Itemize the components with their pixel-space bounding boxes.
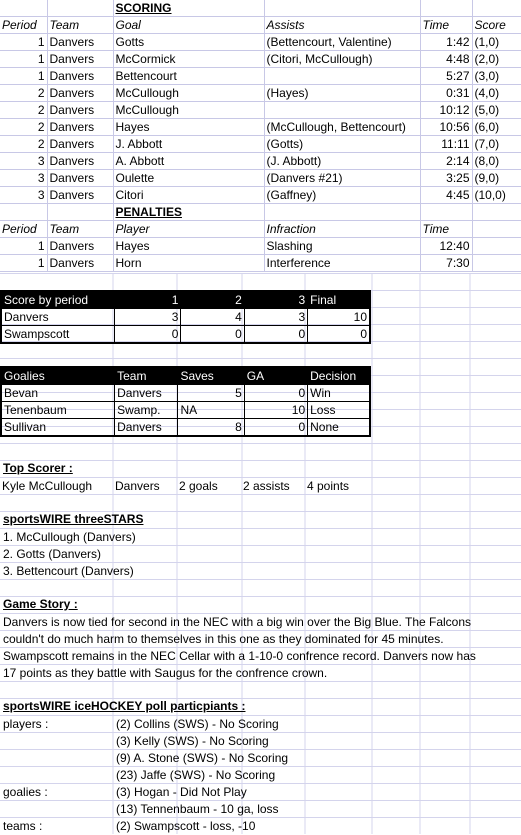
top-scorer-points: 4 points [307,479,350,493]
time-cell: 2:14 [420,153,472,170]
column-header: Team [47,221,113,238]
column-header: Period [0,17,47,34]
period-cell: 1 [0,51,47,68]
period-cell: 3 [0,170,47,187]
column-header: Score by period [1,291,115,309]
column-header: GA [244,367,307,385]
cell [0,0,47,17]
cell [472,0,521,17]
team-cell: Danvers [47,187,113,204]
star-1: 1. McCullough (Danvers) [3,530,136,544]
assists-cell [264,102,420,119]
period-score-cell: 0 [244,326,307,344]
saves-cell: NA [178,402,244,419]
assists-cell: (Danvers #21) [264,170,420,187]
cell [264,0,420,17]
score-cell: (5,0) [472,102,521,119]
assists-cell: (McCullough, Bettencourt) [264,119,420,136]
cell [0,204,47,221]
list-item [0,767,521,784]
goal-cell: Citori [113,187,264,204]
column-header: 2 [181,291,244,309]
period-cell: 2 [0,102,47,119]
cell [472,238,521,255]
goal-cell: McCullough [113,102,264,119]
goal-cell: Bettencourt [113,68,264,85]
poll-entry: (2) Collins (SWS) - No Scoring [116,717,279,731]
time-cell: 5:27 [420,68,472,85]
period-score-cell: 0 [181,326,244,344]
column-header: Time [420,17,472,34]
poll-entry: (23) Jaffe (SWS) - No Scoring [116,768,276,782]
top-scorer-team: Danvers [115,479,160,493]
column-header: Time [420,221,472,238]
goalie-name-cell: Sullivan [1,419,115,437]
team-cell: Danvers [47,238,113,255]
goalie-name-cell: Tenenbaum [1,402,115,419]
time-cell: 10:56 [420,119,472,136]
top-scorer-assists: 2 assists [243,479,290,493]
score-cell: (8,0) [472,153,521,170]
ga-cell: 10 [244,402,307,419]
three-stars-list [3,529,136,580]
assists-cell: (Bettencourt, Valentine) [264,34,420,51]
column-header: 3 [244,291,307,309]
cell [47,0,113,17]
period-cell: 1 [0,68,47,85]
column-header: Decision [308,367,370,385]
period-score-cell: 3 [244,309,307,326]
team-cell: Swamp. [115,402,178,419]
player-cell: Horn [113,255,264,272]
score-cell: (7,0) [472,136,521,153]
column-header: Goal [113,17,264,34]
team-cell: Danvers [47,170,113,187]
team-cell: Danvers [47,51,113,68]
score-cell: (4,0) [472,85,521,102]
assists-cell: (Gaffney) [264,187,420,204]
assists-cell [264,68,420,85]
assists-cell: (Hayes) [264,85,420,102]
goalie-name-cell: Bevan [1,385,115,402]
poll-entry: (13) Tennenbaum - 10 ga, loss [116,802,279,816]
time-cell: 12:40 [420,238,472,255]
poll-title: sportsWIRE iceHOCKEY poll particpiants : [3,699,246,713]
list-item [0,784,521,801]
scoring-table [0,0,521,272]
period-cell: 1 [0,34,47,51]
story-line: 17 points as they battle with Saugus for the confrence crown. [3,666,328,680]
period-score-cell: 3 [115,309,181,326]
goal-cell: McCormick [113,51,264,68]
score-cell: (9,0) [472,170,521,187]
column-header: Player [113,221,264,238]
goal-cell: J. Abbott [113,136,264,153]
cell [264,204,420,221]
scoring-title: SCORING [113,0,264,17]
list-item [0,801,521,818]
decision-cell: Win [308,385,370,402]
poll-group-label: goalies : [3,785,48,799]
decision-cell: Loss [308,402,370,419]
three-stars-title: sportsWIRE threeSTARS [3,512,144,526]
star-3: 3. Bettencourt (Danvers) [3,564,134,578]
score-cell: (10,0) [472,187,521,204]
time-cell: 3:25 [420,170,472,187]
column-header: 1 [115,291,181,309]
period-cell: 2 [0,119,47,136]
period-score-cell: 0 [115,326,181,344]
goal-cell: A. Abbott [113,153,264,170]
cell [472,255,521,272]
team-cell: Danvers [47,136,113,153]
infraction-cell: Slashing [264,238,420,255]
team-cell: Danvers [115,419,178,437]
team-cell: Danvers [47,34,113,51]
top-scorer-goals: 2 goals [179,479,218,493]
poll-entry: (3) Hogan - Did Not Play [116,785,247,799]
saves-cell: 8 [178,419,244,437]
score-cell: (2,0) [472,51,521,68]
period-score-cell: 10 [308,309,370,326]
team-cell: Danvers [47,153,113,170]
list-item [0,733,521,750]
team-cell: Danvers [115,385,178,402]
time-cell: 4:48 [420,51,472,68]
game-story-text [3,614,476,682]
infraction-cell: Interference [264,255,420,272]
top-scorer-title: Top Scorer : [3,461,73,475]
column-header: Infraction [264,221,420,238]
poll-group-label: players : [3,717,49,731]
team-cell: Danvers [47,85,113,102]
score-cell: (1,0) [472,34,521,51]
penalties-title: PENALTIES [113,204,264,221]
time-cell: 4:45 [420,187,472,204]
time-cell: 7:30 [420,255,472,272]
period-score-cell: 4 [181,309,244,326]
list-item [0,716,521,733]
time-cell: 10:12 [420,102,472,119]
story-line: couldn't do much harm to themselves in this one as they dominated for 45 minutes. [3,632,444,646]
top-scorer-name: Kyle McCullough [2,479,93,493]
cell [47,204,113,221]
story-line: Swampscott remains in the NEC Cellar with a 1-10-0 confrence record. Danvers now has [3,649,476,663]
time-cell: 1:42 [420,34,472,51]
assists-cell: (Citori, McCullough) [264,51,420,68]
assists-cell: (Gotts) [264,136,420,153]
period-score-cell: 0 [308,326,370,344]
team-cell: Danvers [47,68,113,85]
ga-cell: 0 [244,419,307,437]
period-cell: 2 [0,85,47,102]
poll-entry: (3) Kelly (SWS) - No Scoring [116,734,269,748]
score-cell: (6,0) [472,119,521,136]
column-header: Score [472,17,521,34]
assists-cell: (J. Abbott) [264,153,420,170]
team-cell: Danvers [47,255,113,272]
list-item [0,818,521,835]
top-scorer-row [0,478,371,494]
period-cell: 3 [0,187,47,204]
cell [472,204,521,221]
column-header [472,221,521,238]
column-header: Final [308,291,370,309]
period-cell: 1 [0,238,47,255]
player-cell: Hayes [113,238,264,255]
period-cell: 2 [0,136,47,153]
score-by-period-table [0,290,371,344]
goal-cell: Oulette [113,170,264,187]
team-cell: Danvers [47,102,113,119]
poll-entry: (9) A. Stone (SWS) - No Scoring [116,751,289,765]
list-item [0,750,521,767]
goal-cell: Hayes [113,119,264,136]
goalies-table [0,366,371,437]
score-cell: (3,0) [472,68,521,85]
time-cell: 11:11 [420,136,472,153]
period-cell: 3 [0,153,47,170]
team-cell: Danvers [47,119,113,136]
time-cell: 0:31 [420,85,472,102]
story-line: Danvers is now tied for second in the NEC with a big win over the Big Blue. The Falcons [3,615,472,629]
cell [420,0,472,17]
team-cell: Danvers [1,309,115,326]
poll-list [0,716,521,835]
period-cell: 1 [0,255,47,272]
goal-cell: McCullough [113,85,264,102]
poll-entry: (2) Swampscott - loss, -10 [116,819,256,833]
column-header: Goalies [1,367,115,385]
saves-cell: 5 [178,385,244,402]
column-header: Period [0,221,47,238]
game-story-title: Game Story : [3,597,78,611]
goal-cell: Gotts [113,34,264,51]
star-2: 2. Gotts (Danvers) [3,547,102,561]
poll-group-label: teams : [3,819,43,833]
decision-cell: None [308,419,370,437]
ga-cell: 0 [244,385,307,402]
team-cell: Swampscott [1,326,115,344]
column-header: Saves [178,367,244,385]
column-header: Team [47,17,113,34]
cell [420,204,472,221]
column-header: Team [115,367,178,385]
column-header: Assists [264,17,420,34]
